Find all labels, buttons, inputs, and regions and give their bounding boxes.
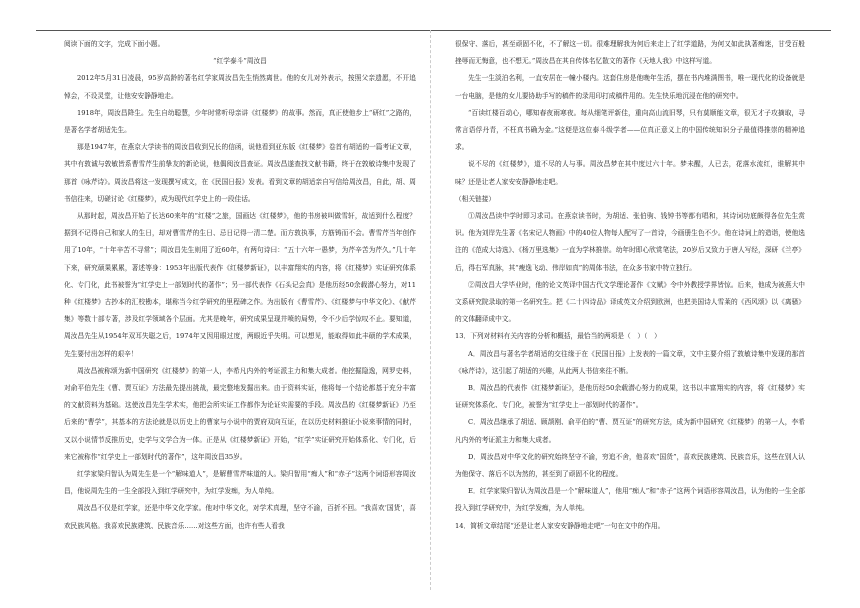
paragraph: “百读红楼百动心，哪知春夜雨寒夜。每从细笔评新佳，重向高山流旧琴，只有莫顺能文章，很无才子攻摘取，寻常言语俘丹青，不枉真书确为金。”这便是这位泰斗级学者——位真正意义上的中国传统知识分子最值得推崇的精神追求。 — [455, 108, 805, 152]
option-e: E．红学家梁归智认为周汝昌是一个“解味道人”，他用“痴人”和“赤子”这两个词语形容周汝昌，认为他的一生全部投入到红学研究中，为红学发痴，为人单纯。 — [455, 487, 805, 513]
paragraph: 那是1947年，在燕京大学读书的周汝昌收到兄长的信函，说他看到亚东版《红楼梦》卷首有胡适的一篇考证文章，其中有敦诚与敦敏皆系曹雪芹生前挚友的新论说，他偶阅汝昌查证。周汝昌遂查找文献书籍，终于在敦敏诗集中发现了那首《咏芹诗》。周汝昌将这一发现撰写成文，在《民国日报》发表。看到文章的胡适亲自写信给周汝昌，自此，胡、周书信往来，切磋讨论《红楼梦》，成为现代红学史上的一段佳话。 — [64, 143, 416, 203]
left-column — [64, 36, 416, 535]
option-d: D．周汝昌对中华文化的研究始终坚守不渝，穷追不舍，他喜欢“国货”，喜欢民族建筑、民族音乐，这些在别人认为他保守、落后不以为然的，甚至到了顽固不化的程度。 — [455, 452, 805, 479]
paragraph: 1918年，周汝昌降生。先生自幼聪慧，少年时常听母亲讲《红楼梦》的故事。然而，真正使他步上“研红”之路的，是著名学者胡适先生。 — [64, 108, 416, 135]
option-a: A．周汝昌与著名学者胡适的交往缘于在《民国日报》上发表的一篇文章，文中主要介绍了敦敏诗集中发现的那首《咏芹诗》，这引起了胡适的兴趣，从此两人书信来往不断。 — [455, 349, 805, 375]
paragraph: 先生一生淡泊名利，一直安居在一幢小楼内。这套住房是他晚年生活，摆在书内堆满图书，唯一现代化的设备就是一台电脑，是他的女儿要协助手写的稿件的录用印打成稿件用的。先生快乐地沉浸在他的研究中。 — [455, 74, 805, 100]
related-link-2: ②周汝昌大学毕业时，他的论文英译中国古代文学理论著作《文赋》令中外教授学界皆惊。后来，他成为被燕大中文系研究院录取的第一名研究生。把《二十四诗品》译成英文介绍到欧洲，也把美国诗人雪莱的《西风颂》以《离骚》的文体翻译成中文。 — [455, 280, 805, 324]
paragraph: 周汝昌不仅是红学家，还是中华文化学家。他对中华文化，对学术真理，坚守不渝，百折不回。“我喜欢‘国货’，喜欢民族风格。我喜欢民族建筑、民族音乐……对这些方面，也许有些人看我 — [64, 504, 416, 530]
paragraph: 2012年5月31日凌晨，95岁高龄的著名红学家周汝昌先生悄然离世。他的女儿对外表示，按照父亲遗愿，不开追悼会，不设灵堂，让他安安静静地走。 — [64, 74, 416, 100]
header-rule — [36, 30, 831, 31]
paragraph: 从那时起，周汝昌开始了长达60来年的“红楼”之旅，国画达《红楼梦》，他的书房被叫做雪轩，故适到什么程度？据到不记得自己和家人的生日，却对曹雪芹的生日、忌日记得一清二楚。而方敦执事，方筋铸而不会。曹雪芹当年创作用了10年，“十年辛苦不寻常”；周汝昌先生则用了近60年，有两句诗曰：“五十六年一愚梦，为芹辛苦为芹久。”几十年下来，研究硕果累累，著述等身：1953年出版代表作《红楼梦新证》，以丰富翔实的内容，将《红楼梦》实证研究体系化、专门化，此书被誉为“红学史上一部划时代的著作”；另一部代表作《石头记会真》是他历经50余载潜心努力，对11种《红楼梦》古抄本的汇校勘本，堪称当今红学研究的里程碑之作。为出版有《曹雪芹》、《红楼梦与中华文化》、《献芹集》等数十部专著，涉及红学领域各个层面。尤其是晚年，研究成果呈现井喷的局势，令不少后学惊叹不止。要知道，周汝昌先生从1954年双耳失聪之后，1974年又因用眼过度，两眼近乎失明。可以想见，能取得如此丰硕的学术成果，先生要付出怎样的艰辛！ — [64, 212, 416, 358]
related-link-1: ①周汝昌读中学时即习求司。在燕京读书时，为胡适、张伯驹、钱钟书等都有唱和，其诗词功底颇得各位先生赏识。他为刘岸先生著《名宋记人物画》中的40位人物每人配写了一首诗，今画册生色不少。他在诗词上的造诣，使他选注的《范成大诗选》、《杨万里选集》一直为学林推崇。幼年时即心欣赏笔法，20岁后又致力于唐人写经，深研《兰亭》后，得右军真脉，其“瘦逸飞动、伟岸如真”的周体书法，在众多书家中特立独行。 — [455, 212, 805, 272]
paragraph: 周汝昌被称颂为新中国研究《红楼梦》的第一人，李希凡内外的考证派主力和集大成者。他挖掘隐逸，网罗史料，对俞平伯先生《曹、贾互证》方法最先提出挑战，最完整地发掘出来。由于资料实证，他将每一个结论都基于充分丰富的文献资料为基础。这使汝昌先生学术实，他把会所实证工作都作为论证实需要的手段。周汝昌的《红楼梦新证》乃至后来的“曹学”，其基本的方法论就是以历史上的曹家与小说中的贾府双向互证，在以历史材料推证小说来事情的同时，又以小说情节反推历史，史学与文学合为一体。正是从《红楼梦新证》开始，“红学”实证研究开始体系化、专门化，后来它被称作“红学史上一部划时代的著作”，这年周汝昌35岁。 — [64, 366, 416, 461]
question-14-stem: 14．简析文章结尾“还是让老人家安安静静地走吧”一句在文中的作用。 — [455, 521, 665, 530]
paragraph: 很保守、落后，甚至顽固不化，不了解这一切。很难理解我为何后来走上了红学道路，为何又如此执著痴迷，甘受百般挫辱而无悔意，也不想无。”周汝昌在其自传体名忆散文的著作《天地人我》中这样写道。 — [455, 40, 805, 66]
right-column — [455, 36, 805, 535]
question-13-stem: 13．下列对材料有关内容的分析和概括，最恰当的两项是（ ）（ ） — [455, 332, 661, 341]
option-c: C．周汝昌继承了胡适、顾颉刚、俞平伯的“曹、贾互证”的研究方法，成为新中国研究《红楼梦》的第一人，李希凡内外的考证派主力和集大成者。 — [455, 418, 805, 444]
related-links-heading: （相关链接） — [455, 194, 496, 203]
option-b: B．周汝昌的代表作《红楼梦新证》，是他历经50余载潜心努力的成果，这书以丰富翔实的内容，将《红楼梦》实证研究体系化、专门化，被誉为“红学史上一部划时代的著作”。 — [455, 384, 805, 410]
article-title: “红学泰斗”周汝昌 — [213, 57, 267, 66]
column-divider — [430, 30, 431, 590]
paragraph: 说不尽的《红楼梦》，道不尽的人与事。周汝昌梦在其中度过六十年。梦未醒，人已去，花落水流红，谁解其中味？还是让老人家安安静静地走吧。 — [455, 160, 805, 186]
instruction: 阅读下面的文字，完成下面小题。 — [64, 40, 165, 48]
paragraph: 红学家梁归智认为周先生是一个“解味道人”，是解曹雪芹味道的人。梁归智用“痴人”和“赤子”这两个词语形容周汝昌，他说周先生的一生全部投入到红学研究中，为红学发痴，为人单纯。 — [64, 470, 416, 496]
